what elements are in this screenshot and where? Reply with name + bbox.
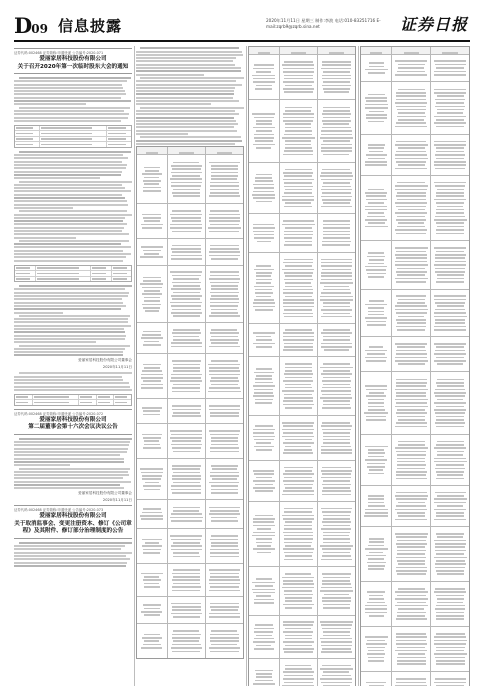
text-line: [136, 64, 235, 66]
text-line: [14, 204, 128, 206]
text-line: [14, 164, 127, 166]
text-line: [14, 260, 123, 262]
signoff-org: 爱丽家居科技股份有限公司董事会: [78, 358, 132, 363]
table-row: [137, 204, 243, 239]
text-line: [14, 461, 124, 463]
page-code: D09: [14, 13, 48, 38]
text-line: [14, 487, 124, 489]
text-line: [14, 302, 123, 304]
table-row: [249, 416, 355, 461]
text-line: [136, 67, 241, 69]
text-line: [14, 171, 122, 173]
text-line: [14, 376, 122, 378]
company-name: 爱丽家居科技股份有限公司: [39, 416, 107, 423]
text-line: [136, 103, 211, 105]
text-line: [136, 93, 234, 95]
text-line: [14, 328, 124, 330]
text-line: [14, 335, 126, 337]
text-line: [14, 555, 126, 557]
text-line: [14, 227, 124, 229]
text-line: [14, 80, 127, 82]
signoff-org: 爱丽家居科技股份有限公司董事会: [78, 491, 132, 496]
table-row: [249, 163, 355, 214]
text-line: [136, 133, 188, 135]
body-text: [136, 47, 244, 145]
text-line: [14, 194, 122, 196]
text-line: [14, 100, 131, 102]
table-row: [249, 324, 355, 357]
stock-line: 证券代码:002468 证券简称:申通快递 公告编号:2020-072: [14, 411, 104, 416]
text-line: [14, 190, 131, 192]
text-line: [14, 256, 126, 258]
table-row: [361, 55, 469, 82]
newspaper-logo: 证券日报: [399, 15, 468, 34]
text-line: [14, 552, 132, 554]
text-line: [14, 167, 126, 169]
text-line: [136, 51, 242, 53]
table-row: [361, 337, 469, 372]
text-line: [140, 107, 244, 109]
page-number: 09: [31, 22, 48, 36]
header-meta: 2020年11月11日 星期三 制作:李波 电话:010-83251716 E-mail:zqrb9@zqrb.sina.net: [266, 18, 381, 29]
stock-line: 证券代码:002468 证券简称:申通快递 公告编号:2020-071: [14, 51, 104, 55]
text-line: [14, 295, 128, 297]
table-row: [137, 239, 243, 266]
amendment-table: [360, 46, 470, 686]
table-row: [249, 567, 355, 616]
text-line: [14, 233, 129, 235]
table-row: [137, 266, 243, 323]
text-line: [14, 90, 125, 92]
text-line: [136, 110, 235, 112]
text-line: [136, 143, 235, 145]
notice-title: 关于召开2020年第一次临时股东大会的通知: [17, 63, 129, 70]
text-line: [14, 379, 123, 381]
text-line: [14, 298, 122, 300]
small-table: [14, 394, 132, 406]
text-line: [136, 117, 234, 119]
text-line: [14, 214, 132, 216]
text-line: [14, 441, 130, 443]
text-line: [136, 90, 234, 92]
section-title: 信息披露: [58, 17, 123, 35]
text-line: [136, 84, 242, 86]
table-row: [361, 241, 469, 290]
text-line: [14, 382, 129, 384]
table-row: [137, 424, 243, 459]
text-line: [14, 197, 125, 199]
text-line: [14, 253, 131, 255]
text-line: [19, 438, 132, 440]
table-row: [361, 290, 469, 337]
table-row: [249, 461, 355, 502]
column-1: [14, 46, 132, 686]
notice-header: [14, 505, 132, 539]
column-3: [248, 46, 356, 686]
table-row: [137, 459, 243, 500]
text-line: [136, 100, 239, 102]
text-line: [19, 285, 132, 287]
text-line: [19, 542, 132, 544]
text-line: [14, 545, 125, 547]
text-line: [136, 74, 204, 76]
text-line: [14, 117, 128, 119]
signoff-date: 2020年11月11日: [102, 365, 132, 370]
amendment-table: [136, 146, 244, 659]
text-line: [14, 471, 128, 473]
table-row: [249, 55, 355, 100]
text-line: [14, 386, 130, 388]
table-row: [249, 659, 355, 686]
text-line: [14, 154, 123, 156]
table-row: [249, 47, 355, 55]
small-table: [14, 125, 132, 148]
text-line: [136, 113, 239, 115]
text-line: [14, 548, 121, 550]
text-line: [19, 151, 131, 153]
text-line: [136, 97, 233, 99]
text-line: [14, 305, 126, 307]
text-line: [14, 558, 130, 560]
table-row: [249, 253, 355, 324]
table-row: [249, 502, 355, 567]
text-line: [14, 250, 123, 252]
table-row: [249, 214, 355, 253]
text-line: [140, 47, 239, 49]
table-row: [137, 147, 243, 155]
table-row: [361, 486, 469, 527]
column-2: [136, 46, 244, 686]
text-line: [14, 184, 122, 186]
table-row: [137, 624, 243, 658]
text-line: [14, 354, 123, 356]
table-row: [137, 399, 243, 424]
table-row: [137, 354, 243, 399]
text-line: [14, 207, 73, 209]
text-line: [14, 389, 132, 391]
table-row: [361, 582, 469, 627]
table-row: [137, 323, 243, 354]
table-row: [361, 627, 469, 672]
text-line: [136, 87, 235, 89]
text-line: [14, 338, 125, 340]
text-line: [14, 113, 129, 115]
column-rule: [358, 46, 359, 686]
table-row: [361, 435, 469, 486]
text-line: [136, 70, 241, 72]
text-line: [19, 240, 129, 242]
table-row: [361, 47, 469, 55]
table-row: [361, 176, 469, 241]
table-row: [137, 155, 243, 204]
masthead: [14, 14, 470, 42]
text-line: [14, 220, 123, 222]
text-line: [14, 93, 126, 95]
notice-header: [14, 48, 132, 74]
text-line: [14, 331, 125, 333]
text-line: [14, 120, 121, 122]
table-row: [361, 135, 469, 176]
company-name: 爱丽家居科技股份有限公司: [39, 56, 107, 62]
text-line: [19, 107, 130, 109]
stock-line: 证券代码:002468 证券简称:申通快递 公告编号:2020-073: [14, 508, 104, 513]
signoff-date: 2020年11月11日: [102, 498, 132, 503]
text-line: [14, 444, 129, 446]
text-line: [14, 84, 122, 86]
text-line: [14, 97, 121, 99]
text-line: [14, 312, 63, 314]
table-row: [137, 529, 243, 564]
company-name: 爱丽家居科技股份有限公司: [39, 513, 107, 520]
notice-body: [14, 77, 132, 406]
notice-body: [14, 542, 132, 567]
text-line: [14, 474, 129, 476]
table-row: [137, 564, 243, 597]
table-row: [249, 357, 355, 416]
text-line: [14, 477, 123, 479]
column-rule: [134, 46, 135, 686]
notice-header: [14, 409, 132, 435]
table-row: [361, 672, 469, 686]
text-line: [136, 80, 236, 82]
text-line: [14, 103, 86, 105]
text-line: [14, 458, 124, 460]
text-line: [14, 110, 124, 112]
text-line: [14, 217, 125, 219]
text-line: [14, 237, 76, 239]
column-rule: [246, 46, 247, 686]
text-line: [14, 157, 128, 159]
notice-title: 关于取消监事会、变更注册资本、修订《公司章程》及其附件、修订部分治理制度的公告: [14, 520, 132, 535]
table-row: [361, 527, 469, 582]
table-row: [361, 82, 469, 135]
amendment-table: [248, 46, 356, 686]
text-line: [14, 161, 122, 163]
text-line: [19, 181, 132, 183]
text-line: [14, 562, 127, 564]
text-line: [136, 140, 242, 142]
text-line: [14, 484, 120, 486]
table-row: [361, 372, 469, 435]
text-line: [14, 187, 125, 189]
text-line: [136, 130, 237, 132]
text-line: [19, 77, 131, 79]
text-line: [19, 210, 127, 212]
text-line: [14, 321, 128, 323]
text-line: [136, 54, 243, 56]
text-line: [136, 120, 236, 122]
text-line: [14, 351, 123, 353]
text-line: [19, 372, 132, 374]
text-line: [14, 448, 128, 450]
text-line: [14, 308, 121, 310]
text-line: [14, 451, 127, 453]
text-line: [136, 57, 236, 59]
text-line: [14, 481, 131, 483]
text-line: [14, 177, 100, 179]
text-line: [140, 77, 244, 79]
text-line: [14, 325, 131, 327]
text-line: [14, 288, 125, 290]
text-line: [136, 60, 233, 62]
text-line: [14, 318, 128, 320]
table-row: [137, 597, 243, 624]
text-line: [19, 345, 131, 347]
text-line: [14, 454, 120, 456]
column-4: [360, 46, 470, 686]
text-line: [14, 348, 125, 350]
text-line: [19, 468, 130, 470]
table-row: [137, 500, 243, 529]
table-row: [249, 616, 355, 659]
text-line: [14, 565, 126, 567]
notice-body: [14, 438, 132, 503]
small-table: [14, 265, 132, 283]
text-line: [14, 246, 131, 248]
text-line: [14, 223, 127, 225]
text-line: [140, 136, 240, 138]
text-line: [136, 123, 238, 125]
text-line: [14, 87, 123, 89]
table-row: [249, 100, 355, 163]
text-line: [14, 292, 129, 294]
text-line: [14, 174, 121, 176]
text-line: [19, 315, 130, 317]
text-line: [136, 126, 234, 128]
text-line: [14, 200, 127, 202]
notice-title: 第二届董事会第十六次会议决议公告: [28, 424, 118, 431]
text-line: [14, 243, 121, 245]
text-line: [14, 341, 96, 343]
text-line: [14, 464, 70, 466]
text-line: [14, 230, 122, 232]
